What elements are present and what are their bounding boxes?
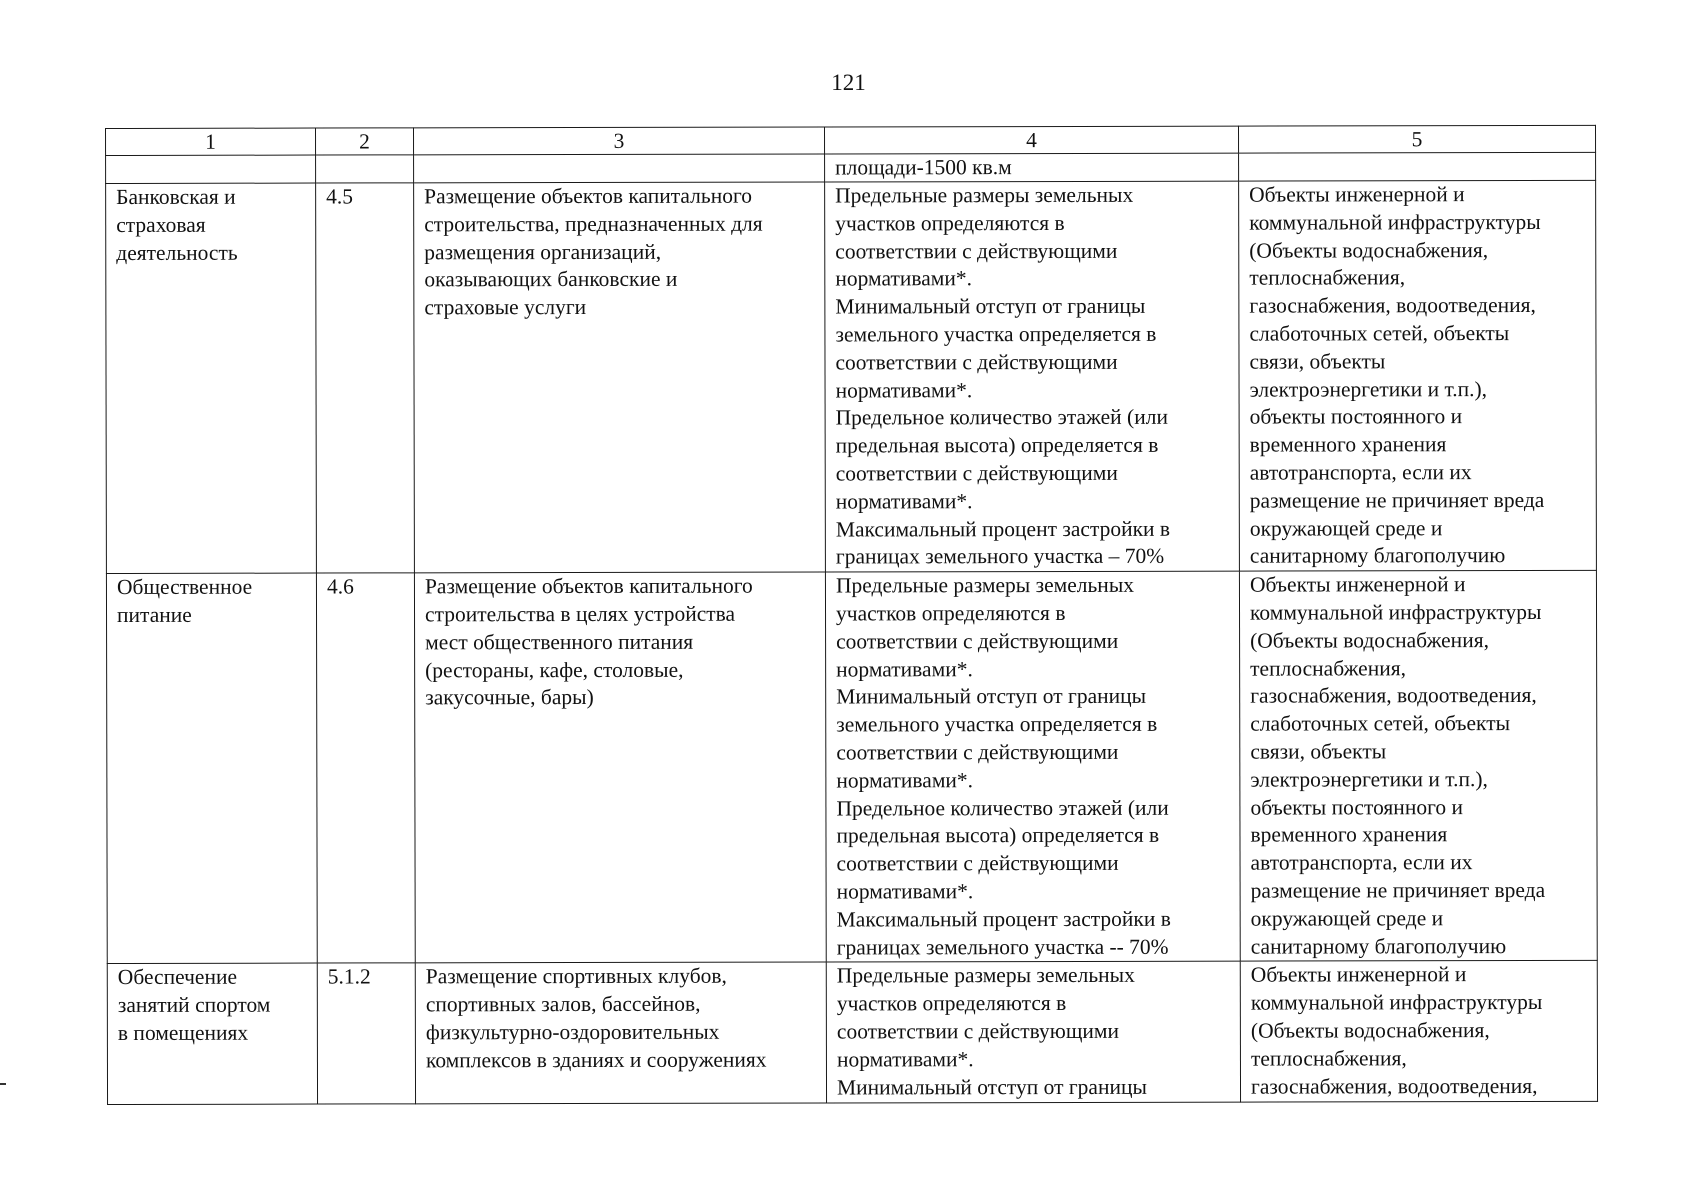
use-name: Банковская и страховая деятельность [116, 184, 238, 265]
continuation-cell-2 [316, 155, 414, 183]
use-description: Размещение объектов капитального строительства в целях устройства мест общественного питания (рестораны, кафе, столовые, закусочные, бары) [424, 573, 753, 710]
table-header-row [106, 125, 1596, 155]
page-number: 121 [831, 70, 866, 95]
use-code-cell [316, 573, 415, 963]
margin-tick-mark [0, 1083, 6, 1085]
auxiliary-uses-cell [1240, 961, 1597, 1103]
use-name: Общественное питание [116, 574, 253, 627]
use-description: Размещение объектов капитального строительства, предназначенных для размещения организаций, оказывающих банковские и страховые услуги [424, 183, 763, 320]
continuation-cell-4: площади-1500 кв.м [825, 153, 1239, 182]
column-header-3: 3 [414, 127, 825, 155]
auxiliary-uses-cell [1239, 571, 1597, 962]
table-row [106, 180, 1597, 573]
use-parameters-cell [826, 961, 1240, 1103]
table-row [107, 961, 1597, 1105]
use-code: 4.5 [326, 184, 354, 209]
table-row [106, 571, 1597, 964]
use-code-cell [316, 183, 415, 573]
column-header-5: 5 [1238, 125, 1595, 153]
auxiliary-uses: Объекты инженерной и коммунальной инфраструктуры (Объекты водоснабжения, теплоснабжения, газоснабжения, водоотведения, слаботочных сетей, объекты связи, объекты электроэнергетики и т.п.), объекты постоянного и временного хранения автотранспорта, если их размещение не причиняет вреда окружающей среде и санитарному благополучию [1249, 572, 1546, 959]
column-header-1: 1 [106, 128, 316, 155]
continuation-row [106, 152, 1596, 183]
use-name-cell [106, 183, 317, 574]
continuation-cell-1 [106, 155, 316, 183]
use-name-cell [107, 963, 317, 1104]
use-name: Обеспечение занятий спортом в помещениях [117, 965, 271, 1045]
use-parameters-cell [825, 571, 1240, 962]
use-code: 5.1.2 [327, 964, 371, 989]
auxiliary-uses: Объекты инженерной и коммунальной инфраструктуры (Объекты водоснабжения, теплоснабжения, газоснабжения, водоотведения, слаботочных сетей, объекты связи, объекты электроэнергетики и т.п.), объекты постоянного и временного хранения автотранспорта, если их размещение не причиняет вреда окружающей среде и санитарному благополучию [1249, 182, 1545, 568]
use-code-cell [317, 963, 415, 1104]
use-code: 4.6 [326, 574, 354, 599]
use-parameters: Предельные размеры земельных участков определяются в соответствии с действующими нормативами*. Минимальный отступ от границы земельного участка определяется в соответствии с действующими нормативами*. Предельное количество этажей (или предельная высота) определяется в соответствии с действующими нормативами*. Максимальный процент застройки в границах земельного участка – 70% [835, 182, 1171, 569]
continuation-cell-5 [1239, 152, 1596, 181]
continuation-cell-3 [414, 154, 825, 183]
use-description-cell [415, 962, 826, 1104]
land-use-table [105, 125, 1598, 1105]
use-description-cell [414, 182, 826, 573]
use-description-cell [414, 572, 826, 963]
auxiliary-uses: Объекты инженерной и коммунальной инфраструктуры (Объекты водоснабжения, теплоснабжения, газоснабжения, водоотведения, [1250, 962, 1543, 1099]
auxiliary-uses-cell [1239, 180, 1597, 571]
column-header-4: 4 [824, 126, 1238, 154]
use-parameters: Предельные размеры земельных участков определяются в соответствии с действующими нормативами*. Минимальный отступ от границы [836, 963, 1147, 1099]
use-name-cell [106, 573, 317, 964]
use-parameters-cell [825, 181, 1240, 572]
column-header-2: 2 [316, 128, 414, 155]
use-description: Размещение спортивных клубов, спортивных залов, бассейнов, физкультурно-оздоровительных комплексов в зданиях и сооружениях [425, 964, 767, 1073]
use-parameters: Предельные размеры земельных участков определяются в соответствии с действующими нормативами*. Минимальный отступ от границы земельного участка определяется в соответствии с действующими нормативами*. Предельное количество этажей (или предельная высота) определяется в соответствии с действующими нормативами*. Максимальный процент застройки в границах земельного участка -- 70% [835, 573, 1171, 959]
